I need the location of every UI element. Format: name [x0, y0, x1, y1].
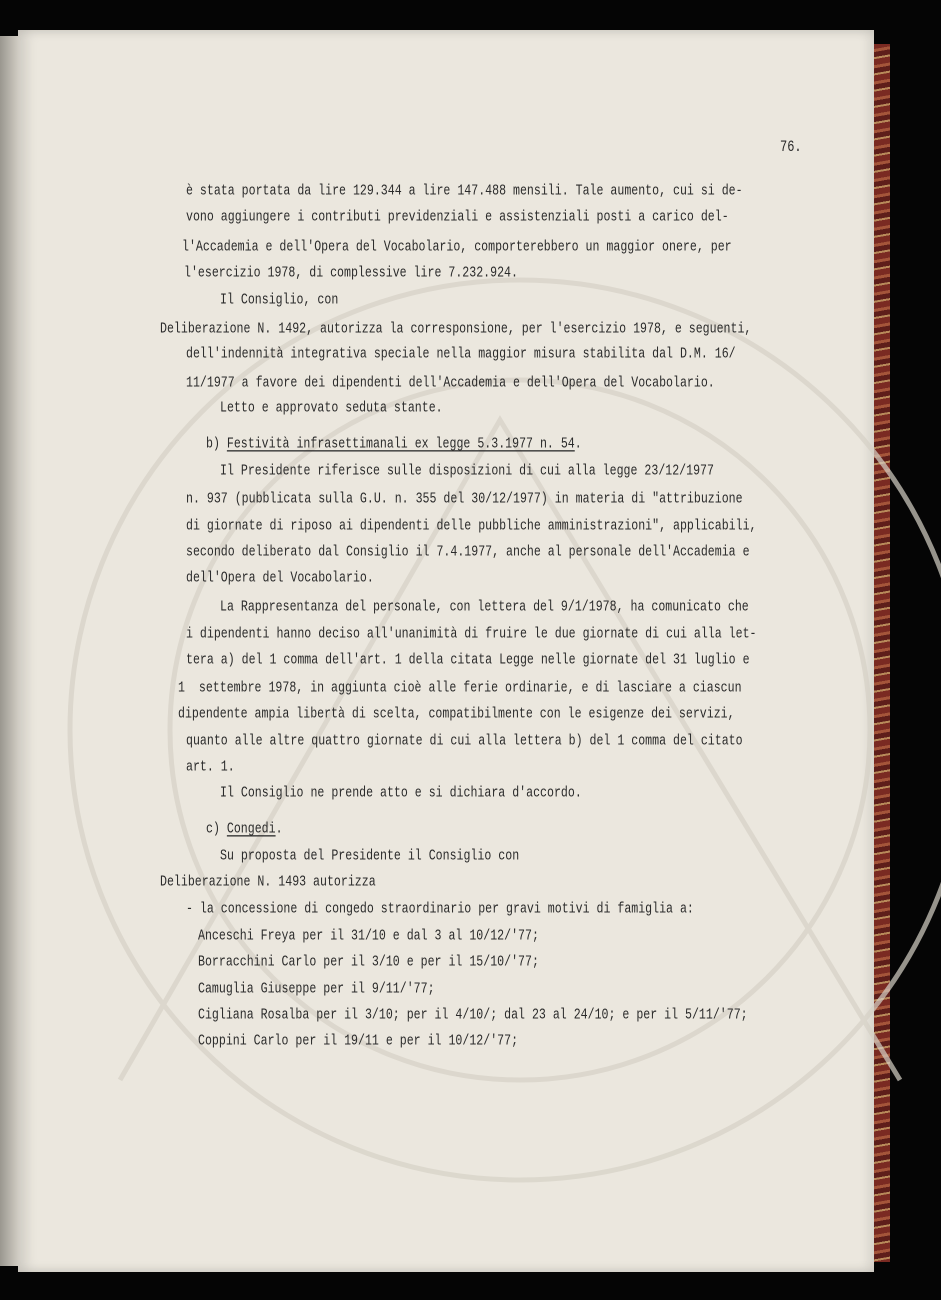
list-item: Borracchini Carlo per il 3/10 e per il 15/10/'77;	[198, 953, 539, 971]
list-item: Anceschi Freya per il 31/10 e dal 3 al 10/12/'77;	[198, 927, 539, 945]
text-line: Deliberazione N. 1492, autorizza la corresponsione, per l'esercizio 1978, e seguenti,	[160, 320, 752, 338]
section-suffix: .	[275, 820, 283, 838]
text-line: art. 1.	[186, 758, 235, 776]
text-line: i dipendenti hanno deciso all'unanimità di fruire le due giornate di cui alla let-	[186, 625, 757, 643]
text-line: dipendente ampia libertà di scelta, compatibilmente con le esigenze dei servizi,	[178, 705, 735, 723]
section-b-heading	[206, 436, 582, 454]
section-prefix: c)	[206, 820, 227, 838]
text-line: Il Consiglio ne prende atto e si dichiara d'accordo.	[220, 784, 582, 802]
text-line: n. 937 (pubblicata sulla G.U. n. 355 del 30/12/1977) in materia di "attribuzione	[186, 490, 743, 508]
text-line: - la concessione di congedo straordinario per gravi motivi di famiglia a:	[186, 900, 694, 918]
text-line: dell'Opera del Vocabolario.	[186, 569, 374, 587]
text-line: Su proposta del Presidente il Consiglio con	[220, 847, 520, 865]
text-line: 1 settembre 1978, in aggiunta cioè alle ferie ordinarie, e di lasciare a ciascun	[178, 679, 742, 697]
text-line: Il Consiglio, con	[220, 291, 339, 309]
list-item: Cigliana Rosalba per il 3/10; per il 4/10/; dal 23 al 24/10; e per il 5/11/'77;	[198, 1006, 748, 1024]
text-line: Letto e approvato seduta stante.	[220, 399, 443, 417]
text-line: Deliberazione N. 1493 autorizza	[160, 873, 376, 891]
section-c-heading	[206, 821, 283, 839]
text-line: è stata portata da lire 129.344 a lire 147.488 mensili. Tale aumento, cui si de-	[186, 182, 743, 200]
section-prefix: b)	[206, 435, 227, 453]
section-title: Congedi	[226, 820, 276, 838]
text-line: dell'indennità integrativa speciale nella maggior misura stabilita dal D.M. 16/	[186, 345, 736, 363]
text-line: 11/1977 a favore dei dipendenti dell'Accademia e dell'Opera del Vocabolario.	[186, 374, 715, 392]
list-item: Camuglia Giuseppe per il 9/11/'77;	[198, 980, 435, 998]
text-line: Il Presidente riferisce sulle disposizioni di cui alla legge 23/12/1977	[220, 462, 714, 480]
list-item: Coppini Carlo per il 19/11 e per il 10/12/'77;	[198, 1032, 519, 1050]
text-line: La Rappresentanza del personale, con lettera del 9/1/1978, ha comunicato che	[220, 598, 749, 616]
text-line: secondo deliberato dal Consiglio il 7.4.1977, anche al personale dell'Accademia e	[186, 543, 750, 561]
text-line: l'Accademia e dell'Opera del Vocabolario, comporterebbero un maggior onere, per	[182, 238, 732, 256]
text-line: di giornate di riposo ai dipendenti delle pubbliche amministrazioni", applicabili,	[186, 517, 757, 535]
text-line: quanto alle altre quattro giornate di cui alla lettera b) del 1 comma del citato	[186, 732, 743, 750]
facing-page-edge	[0, 36, 18, 1266]
page-number: 76.	[780, 137, 802, 157]
section-title: Festività infrasettimanali ex legge 5.3.1977 n. 54	[226, 435, 575, 453]
text-line: tera a) del 1 comma dell'art. 1 della citata Legge nelle giornate del 31 luglio e	[186, 651, 750, 669]
text-line: l'esercizio 1978, di complessive lire 7.232.924.	[184, 264, 518, 282]
section-suffix: .	[574, 435, 582, 453]
text-line: vono aggiungere i contributi previdenziali e assistenziali posti a carico del-	[186, 208, 729, 226]
